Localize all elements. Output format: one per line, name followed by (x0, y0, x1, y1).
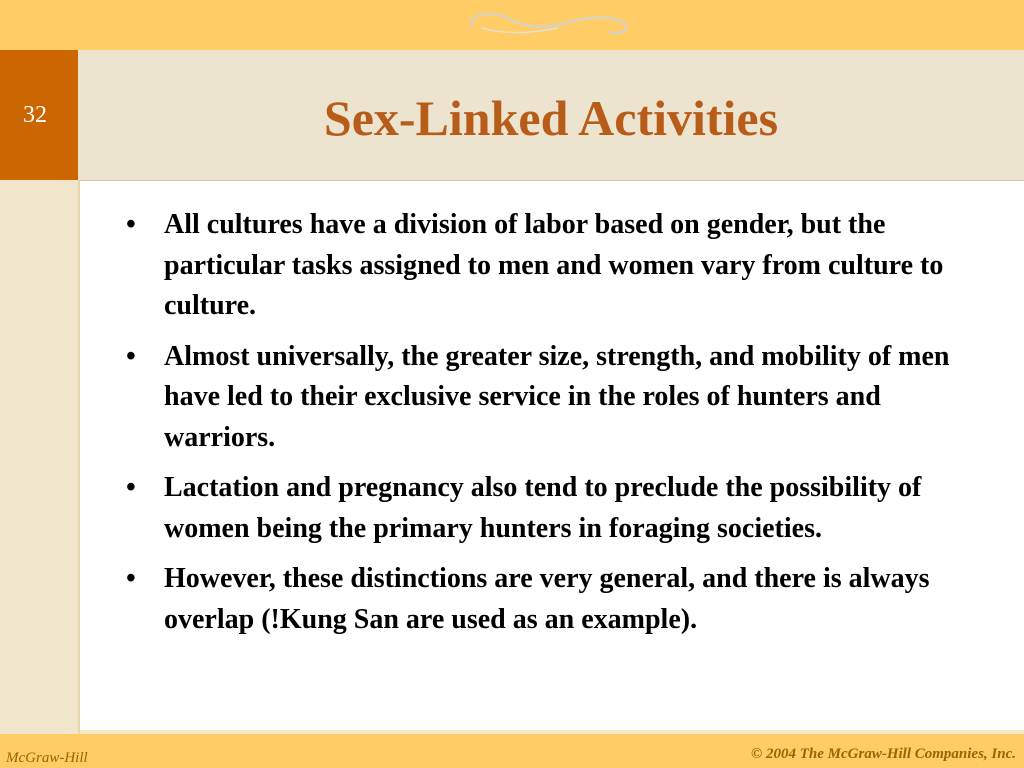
bullet-text: Almost universally, the greater size, strength, and mobility of men have led to their exclusive service in the roles of hunters and warriors. (164, 340, 950, 453)
content-bottom-border (80, 730, 1024, 734)
bullet-item (126, 468, 976, 549)
bullet-dot-icon: • (126, 472, 136, 503)
bullet-text: However, these distinctions are very general, and there is always overlap (!Kung San are used as an example). (164, 563, 930, 635)
slide-number: 32 (23, 102, 47, 128)
bullet-item (126, 337, 976, 459)
bullet-list (126, 205, 976, 650)
bullet-dot-icon: • (126, 340, 136, 372)
bullet-dot-icon: • (126, 563, 136, 594)
bullet-item (126, 205, 976, 327)
content-left-border (78, 181, 80, 734)
footer-publisher: McGraw-Hill (6, 750, 88, 766)
swirl-ornament-icon (462, 4, 637, 42)
bullet-item (126, 559, 976, 640)
bullet-text: All cultures have a division of labor based on gender, but the particular tasks assigned to men and women vary from culture to culture. (164, 209, 944, 321)
bullet-text: Lactation and pregnancy also tend to preclude the possibility of women being the primary hunters in foraging societies. (164, 472, 922, 544)
bullet-dot-icon: • (126, 209, 136, 240)
slide-title: Sex-Linked Activities (323, 90, 779, 146)
footer-copyright: © 2004 The McGraw-Hill Companies, Inc. (751, 746, 1016, 762)
